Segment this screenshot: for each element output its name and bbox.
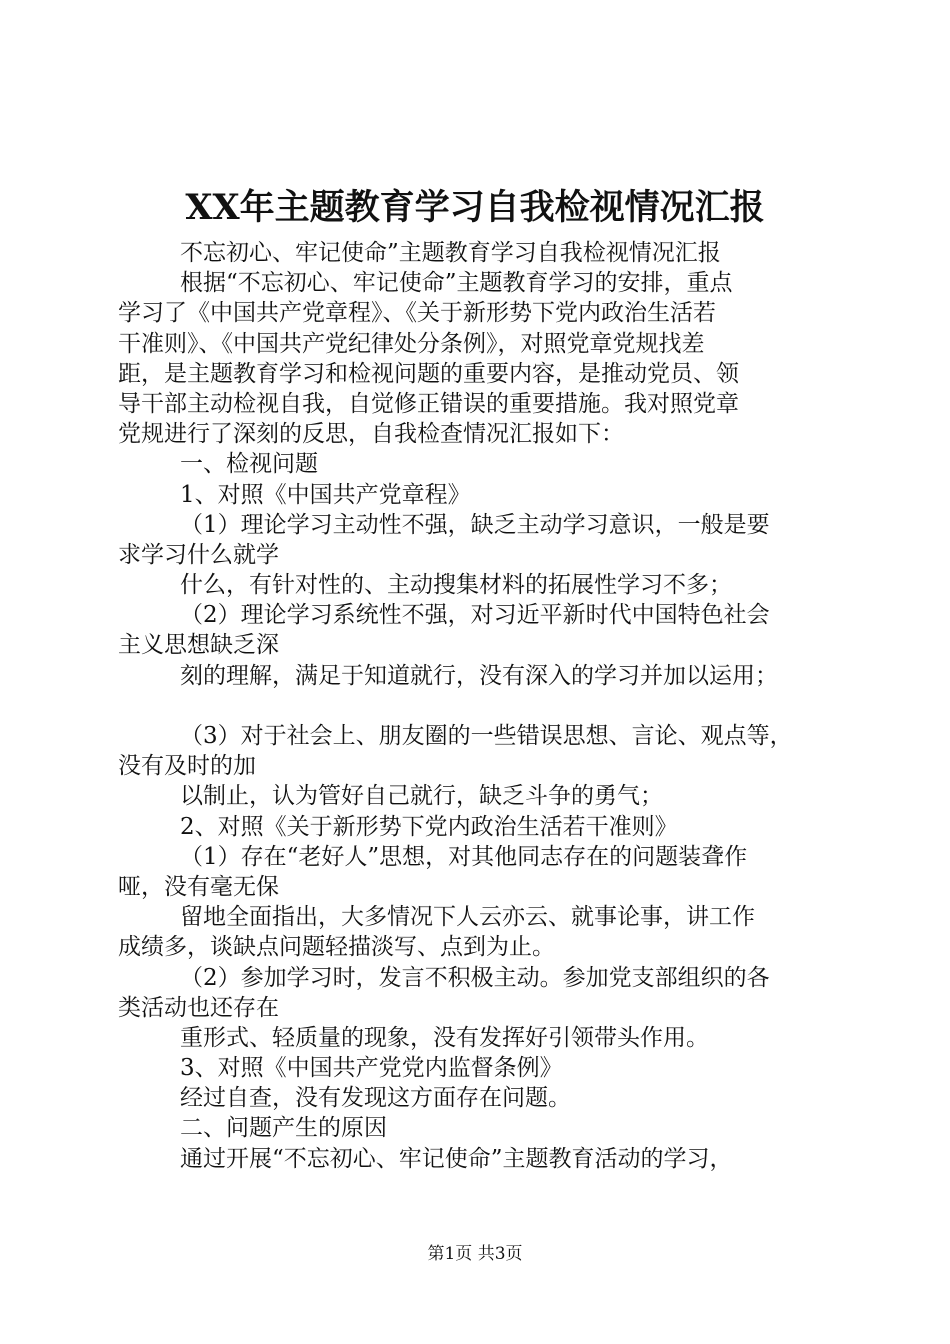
body-line: 3、对照《中国共产党党内监督条例》 [180, 1055, 563, 1082]
body-line: 经过自查，没有发现这方面存在问题。 [180, 1085, 571, 1112]
body-line: 学习了《中国共产党章程》、《关于新形势下党内政治生活若 [118, 300, 716, 327]
body-line: 二、问题产生的原因 [180, 1115, 387, 1142]
document-title: XX年主题教育学习自我检视情况汇报 [185, 187, 765, 228]
body-line: 重形式、轻质量的现象，没有发挥好引领带头作用。 [180, 1024, 709, 1051]
page-footer: 第1页 共3页 [427, 1244, 523, 1264]
body-line: 以制止，认为管好自己就行，缺乏斗争的勇气； [180, 783, 663, 810]
body-line: 刻的理解，满足于知道就行，没有深入的学习并加以运用； [180, 662, 778, 689]
body-line: 通过开展“不忘初心、牢记使命”主题教育活动的学习， [180, 1145, 733, 1172]
body-line: 2、对照《关于新形势下党内政治生活若干准则》 [180, 813, 678, 840]
body-line: 1、对照《中国共产党章程》 [180, 481, 471, 508]
body-line: 什么，有针对性的、主动搜集材料的拓展性学习不多； [180, 572, 732, 599]
body-line: （1）理论学习主动性不强，缺乏主动学习意识，一般是要 [180, 511, 770, 538]
body-line: 主义思想缺乏深 [118, 632, 279, 659]
body-line: （2）理论学习系统性不强，对习近平新时代中国特色社会 [180, 602, 770, 629]
body-line: 距，是主题教育学习和检视问题的重要内容，是推动党员、领 [118, 360, 739, 387]
body-line: 没有及时的加 [118, 753, 256, 780]
body-line: 党规进行了深刻的反思，自我检查情况汇报如下： [118, 421, 624, 448]
body-line: 成绩多，谈缺点问题轻描淡写、点到为止。 [118, 934, 555, 961]
body-line [118, 691, 838, 721]
body-line: （1）存在“老好人”思想，对其他同志存在的问题装聋作 [180, 843, 748, 870]
body-line: 根据“不忘初心、牢记使命”主题教育学习的安排，重点 [180, 270, 733, 297]
body-line: 不忘初心、牢记使命”主题教育学习自我检视情况汇报 [180, 240, 721, 266]
body-line: 哑，没有毫无保 [118, 873, 279, 900]
document-body [118, 238, 838, 1174]
body-line: 求学习什么就学 [118, 541, 279, 568]
body-line: 干准则》、《中国共产党纪律处分条例》，对照党章党规找差 [118, 330, 705, 357]
body-line: （2）参加学习时，发言不积极主动。参加党支部组织的各 [180, 964, 770, 991]
body-line: 导干部主动检视自我，自觉修正错误的重要措施。我对照党章 [118, 390, 739, 417]
body-line: 留地全面指出，大多情况下人云亦云、就事论事，讲工作 [180, 904, 755, 931]
body-line: 一、检视问题 [180, 451, 318, 478]
body-line: （3）对于社会上、朋友圈的一些错误思想、言论、观点等， [180, 723, 793, 749]
body-line: 类活动也还存在 [118, 994, 279, 1021]
